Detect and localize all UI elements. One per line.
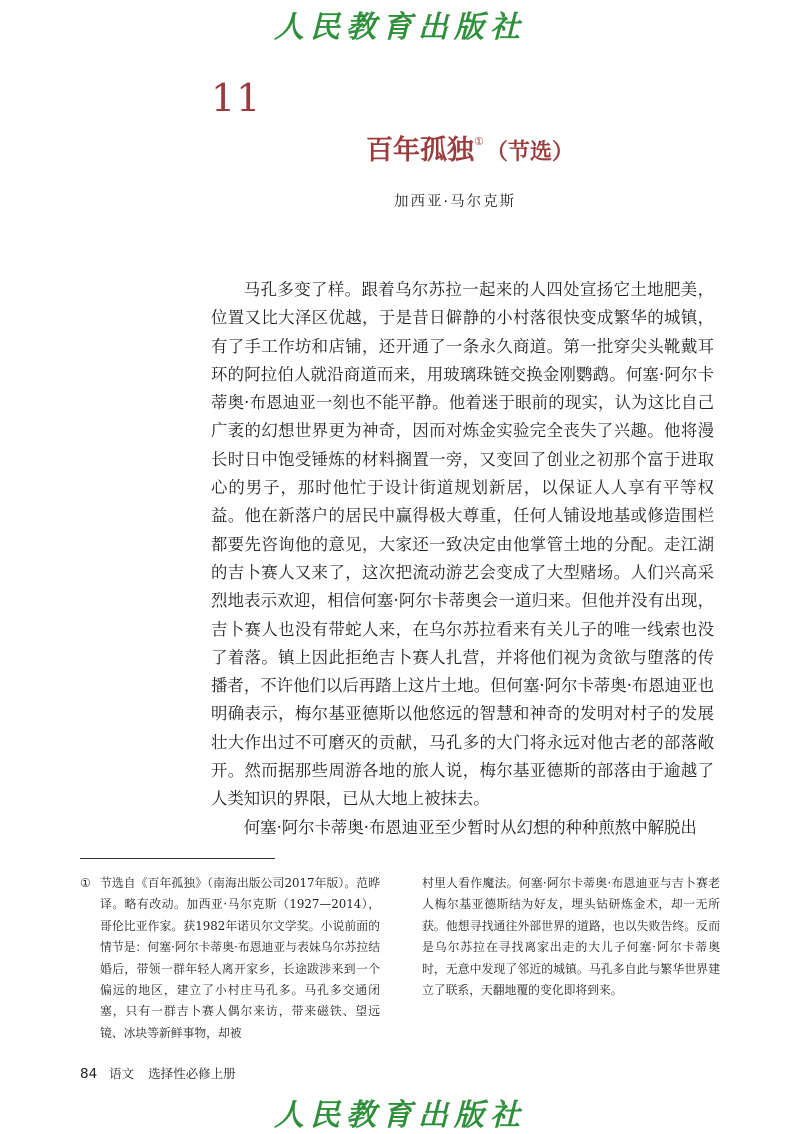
footer-book-title: 选择性必修上册 bbox=[148, 1066, 236, 1081]
publisher-watermark-bottom: 人民教育出版社 bbox=[274, 1098, 526, 1133]
page-footer bbox=[80, 1064, 236, 1082]
footnote-left-column bbox=[80, 873, 380, 1044]
footnote-marker: ① bbox=[80, 876, 91, 890]
article-body bbox=[211, 276, 714, 842]
page-title bbox=[366, 128, 574, 167]
footnote-text-right: 村里人看作魔法。何塞·阿尔卡蒂奥·布恩迪亚与吉卜赛老人梅尔基亚德斯结为好友，埋头钻研炼金术，却一无所获。他想寻找通往外部世界的道路，也以失败告终。反而是乌尔苏拉在寻找离家出走的大儿子何塞·阿尔卡蒂奥时，无意中发现了邻近的城镇。马孔多自此与繁华世界建立了联系，天翻地覆的变化即将到来。 bbox=[422, 876, 720, 998]
footnote-reference[interactable]: ① bbox=[474, 135, 484, 148]
footnote-divider bbox=[80, 858, 275, 859]
title-subtitle: （节选） bbox=[485, 140, 574, 165]
title-main: 百年孤独 bbox=[366, 135, 474, 166]
author: 加西亚·马尔克斯 bbox=[394, 194, 517, 210]
footnote-right-column bbox=[422, 873, 720, 1001]
footer-subject: 语文 bbox=[109, 1066, 135, 1081]
lesson-number: 11 bbox=[211, 76, 262, 120]
footnote-text-left: 节选自《百年孤独》（南海出版公司2017年版）。范晔译。略有改动。加西亚·马尔克斯（1927—2014），哥伦比亚作家。获1982年诺贝尔文学奖。小说前面的情节是：何塞·阿尔卡蒂奥·布恩迪亚与表妹乌尔苏拉结婚后，带领一群年轻人离开家乡，长途跋涉来到一个偏远的地区，建立了小村庄马孔多。马孔多交通闭塞，只有一群吉卜赛人偶尔来访，带来磁铁、望远镜、冰块等新鲜事物，却被 bbox=[100, 876, 380, 1040]
body-paragraph: 何塞·阿尔卡蒂奥·布恩迪亚至少暂时从幻想的种种煎熬中解脱出 bbox=[243, 817, 697, 837]
publisher-watermark-top: 人民教育出版社 bbox=[274, 10, 526, 45]
page-number: 84 bbox=[80, 1066, 98, 1082]
body-paragraph: 马孔多变了样。跟着乌尔苏拉一起来的人四处宣扬它土地肥美，位置又比大泽区优越，于是昔日僻静的小村落很快变成繁华的城镇，有了手工作坊和店铺，还开通了一条永久商道。第一批穿尖头靴戴耳环的阿拉伯人就沿商道而来，用玻璃珠链交换金刚鹦鹉。何塞·阿尔卡蒂奥·布恩迪亚一刻也不能平静。他着迷于眼前的现实，认为这比自己广袤的幻想世界更为神奇，因而对炼金实验完全丧失了兴趣。他将漫长时日中饱受锤炼的材料搁置一旁，又变回了创业之初那个富于进取心的男子，那时他忙于设计街道规划新居，以保证人人享有平等权益。他在新落户的居民中赢得极大尊重，任何人铺设地基或修造围栏都要先咨询他的意见，大家还一致决定由他掌管土地的分配。走江湖的吉卜赛人又来了，这次把流动游艺会变成了大型赌场。人们兴高采烈地表示欢迎，相信何塞·阿尔卡蒂奥会一道归来。但他并没有出现，吉卜赛人也没有带蛇人来，在乌尔苏拉看来有关儿子的唯一线索也没了着落。镇上因此拒绝吉卜赛人扎营，并将他们视为贪欲与堕落的传播者，不许他们以后再踏上这片土地。但何塞·阿尔卡蒂奥·布恩迪亚也明确表示，梅尔基亚德斯以他悠远的智慧和神奇的发明对村子的发展壮大作出过不可磨灭的贡献，马孔多的大门将永远对他古老的部落敞开。然而据那些周游各地的旅人说，梅尔基亚德斯的部落由于逾越了人类知识的界限，已从大地上被抹去。 bbox=[211, 280, 714, 809]
